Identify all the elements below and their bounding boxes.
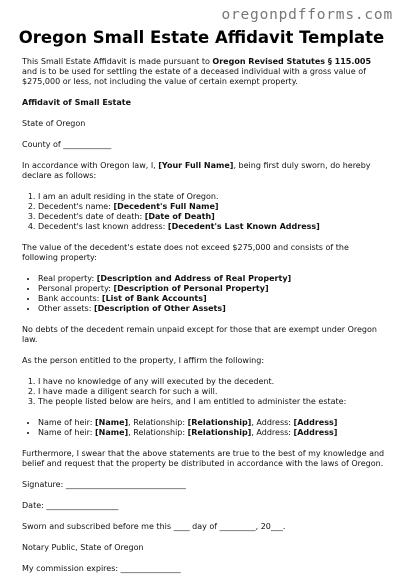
affirmation-item: 3. The people listed below are heirs, and I am entitled to administer the estate: [38,397,387,407]
accordance-paragraph [22,161,387,181]
intro-before: This Small Estate Affidavit is made pursuant to [22,57,213,66]
date-of-death-field: [Date of Death] [144,212,215,221]
entitled-statement: As the person entitled to the property, I affirm the following: [22,356,265,365]
signature-line: Signature: ______________________________ [22,480,186,489]
heir-item: • Name of heir: [Name], Relationship: [Relationship], Address: [Address] [38,418,387,428]
property-item: • Personal property: [Description of Personal Property] [38,284,387,294]
heir-item: • Name of heir: [Name], Relationship: [Relationship], Address: [Address] [38,428,387,438]
your-name-field: [Your Full Name] [158,161,234,170]
accordance-before: In accordance with Oregon law, I, [22,161,159,170]
value-statement: The value of the decedent's estate does not exceed $275,000 and consists of the following property: [22,243,349,262]
declaration-list [22,192,387,232]
declaration-item: 2. Decedent's name: [Decedent's Full Name] [38,202,387,212]
heir-list [22,418,387,438]
statute-reference: Oregon Revised Statutes § 115.005 [212,57,372,66]
affirmation-list [22,377,387,407]
notary-line: Notary Public, State of Oregon [22,543,144,552]
furthermore-paragraph: Furthermore, I swear that the above statements are true to the best of my knowledge and belief and request that the property be distributed in accordance with the laws of Oregon. [22,449,385,468]
page-title: Oregon Small Estate Affidavit Template [18,28,385,47]
accordance-after: , being first duly sworn, do hereby declare as follows: [22,161,371,180]
site-watermark: oregonpdfforms.com [221,7,393,23]
intro-paragraph [22,57,387,87]
state-line: State of Oregon [22,119,86,128]
declaration-item: 1. I am an adult residing in the state of Oregon. [38,192,387,202]
declaration-item: 4. Decedent's last known address: [Decedent's Last Known Address] [38,222,387,232]
decedent-name-field: [Decedent's Full Name] [113,202,219,211]
affidavit-heading: Affidavit of Small Estate [22,98,132,107]
debts-statement: No debts of the decedent remain unpaid except for those that are exempt under Oregon law. [22,325,377,344]
property-item: • Real property: [Description and Address of Real Property] [38,274,387,284]
commission-line: My commission expires: _______________ [22,564,181,573]
affirmation-item: 2. I have made a diligent search for such a will. [38,387,387,397]
property-item: • Bank accounts: [List of Bank Accounts] [38,294,387,304]
declaration-item: 3. Decedent's date of death: [Date of Death] [38,212,387,222]
property-item: • Other assets: [Description of Other Assets] [38,304,387,314]
date-line: Date: __________________ [22,501,119,510]
intro-after: and is to be used for settling the estate of a deceased individual with a gross value of $275,000 or less, not including the value of certain exempt property. [22,67,366,86]
affidavit-body [22,57,387,585]
property-list [22,274,387,314]
sworn-line: Sworn and subscribed before me this ____ day of _________, 20___. [22,522,286,531]
last-address-field: [Decedent's Last Known Address] [167,222,320,231]
county-line: County of ____________ [22,140,112,149]
affirmation-item: 1. I have no knowledge of any will executed by the decedent. [38,377,387,387]
